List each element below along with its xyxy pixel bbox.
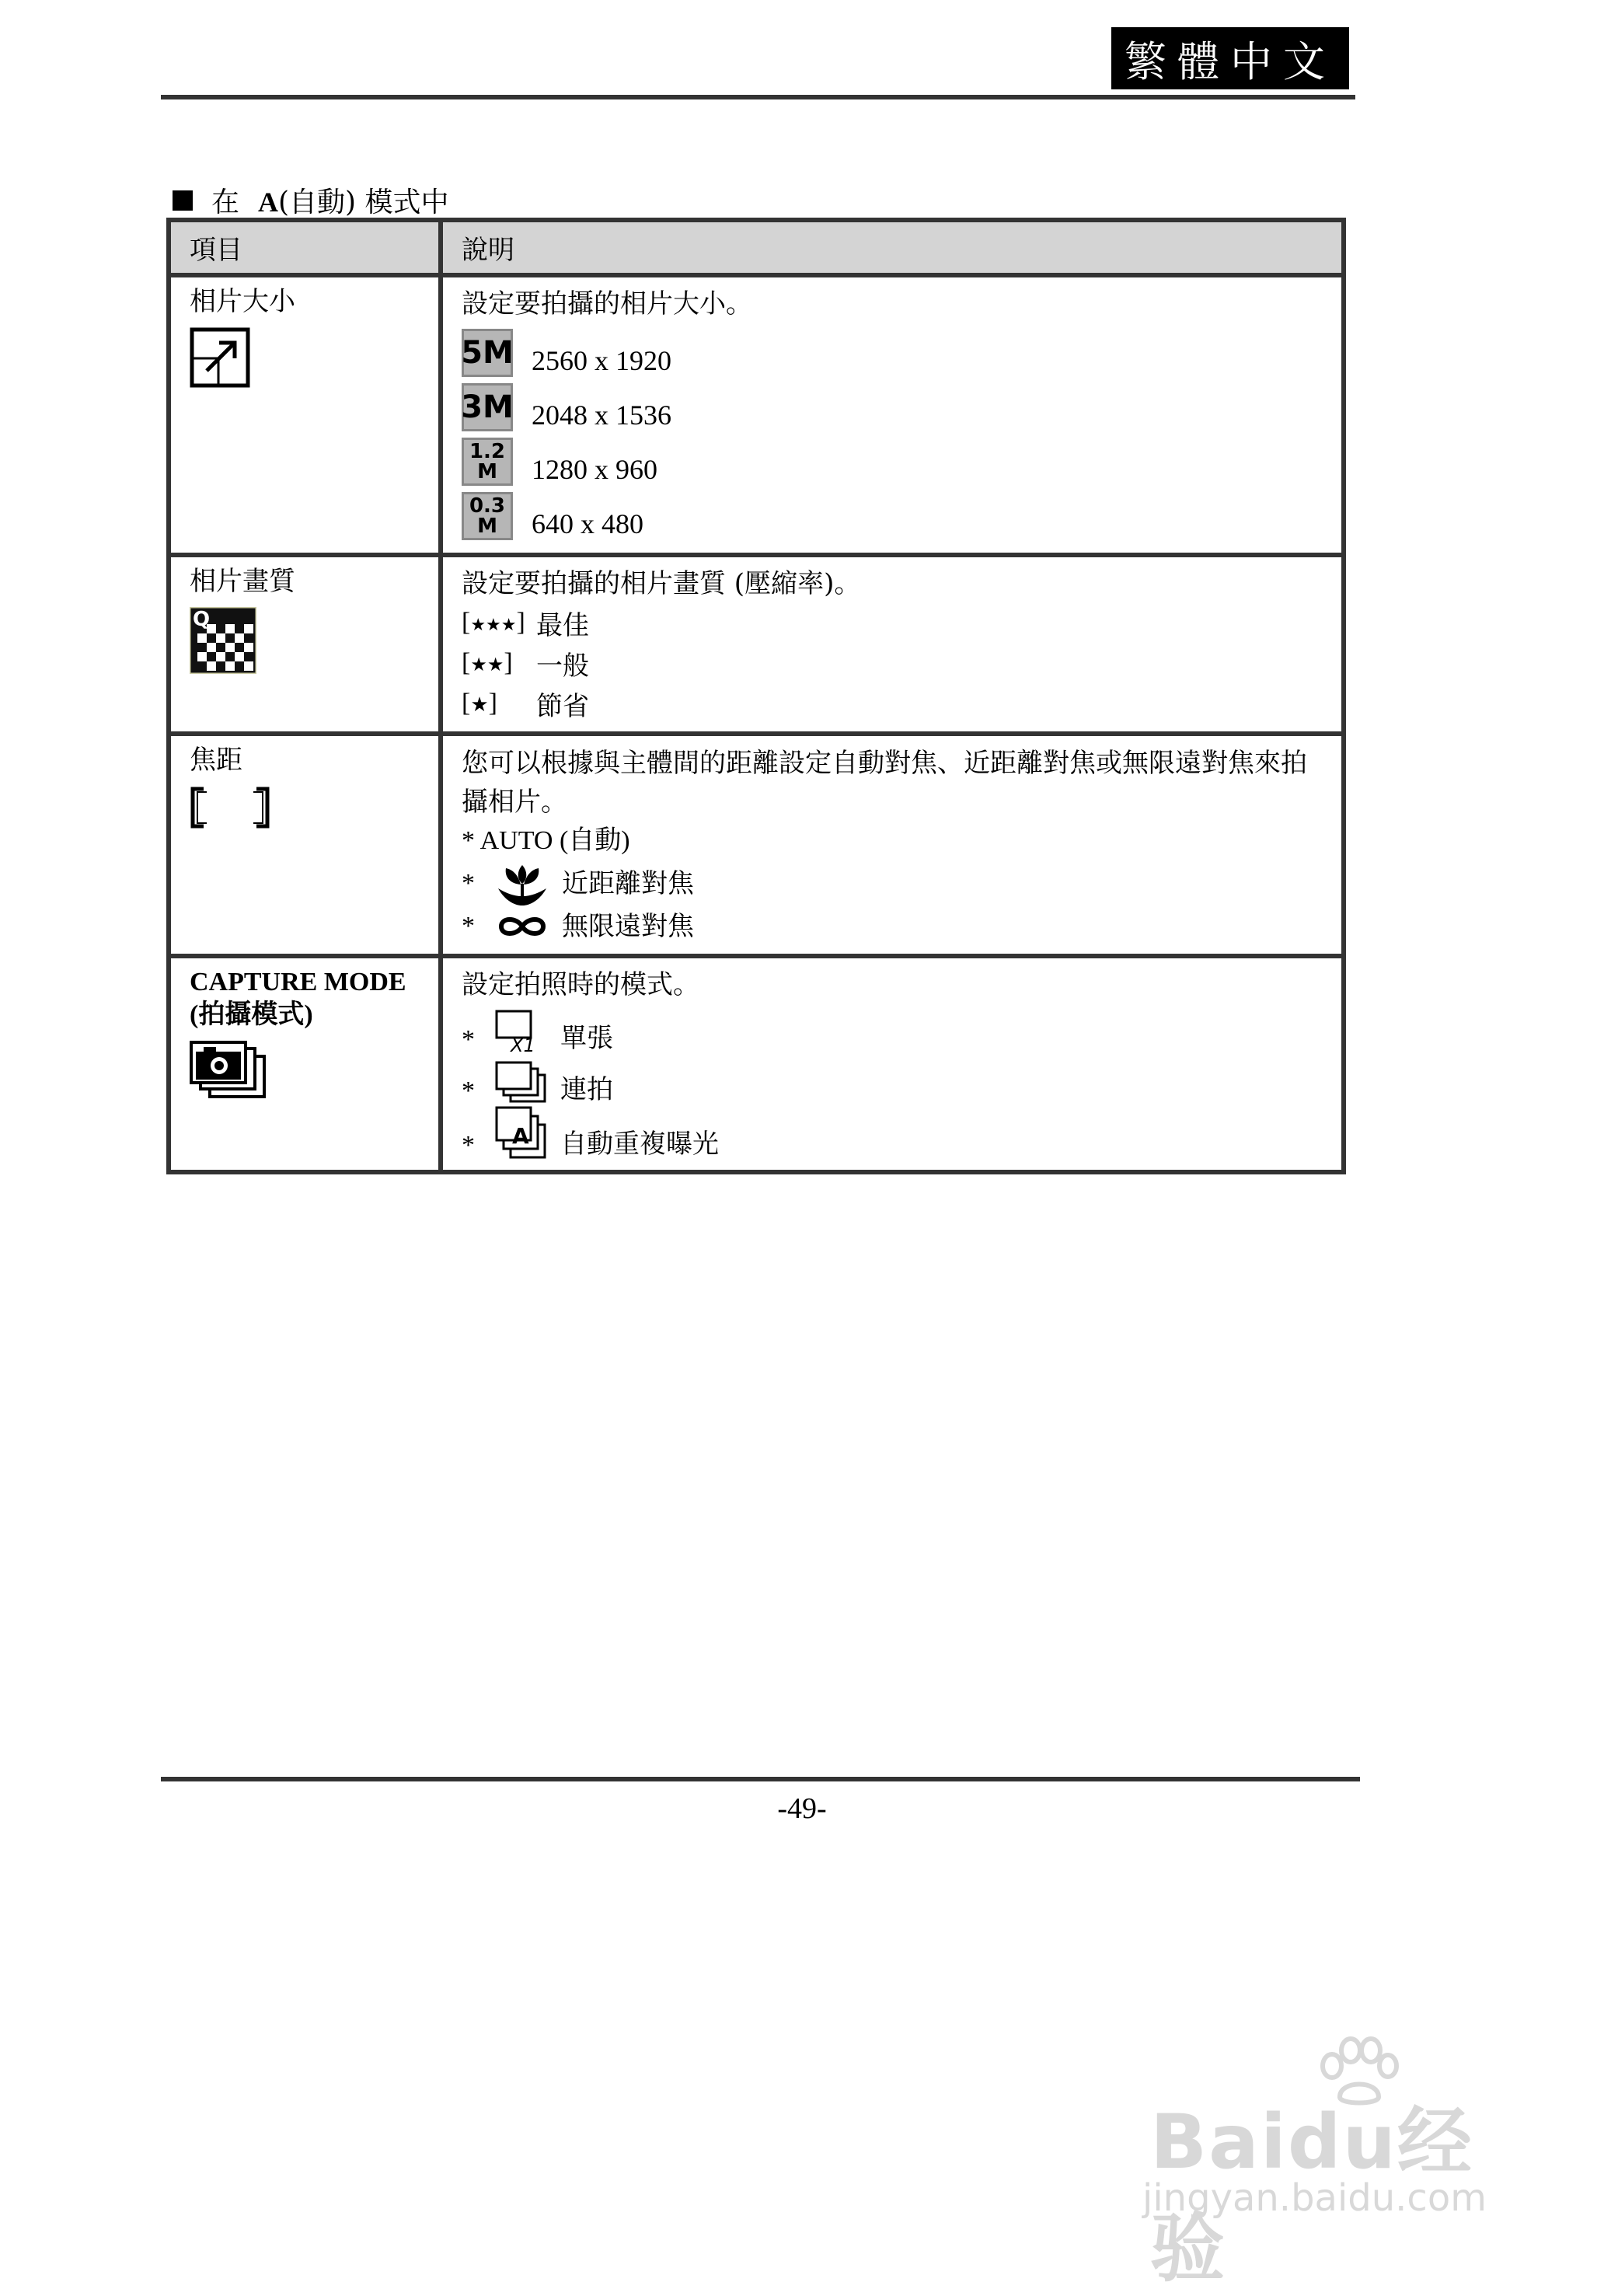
baidu-watermark [1135,2036,1539,2292]
watermark-site: jingyan.baidu.com [1142,2176,1487,2220]
size-1-2m-icon: 1.2 M [462,438,513,486]
focus-option: * 近距離對焦 [462,860,1323,907]
continuous-shot-icon [495,1061,548,1106]
capture-option-text: 連拍 [560,1074,613,1105]
item-sublabel-capture-mode: (拍攝模式) [190,1000,313,1029]
description-cell [441,734,1344,956]
settings-table [166,218,1346,1174]
black-square-icon [173,190,193,211]
svg-text:X1: X1 [511,1035,535,1055]
capture-option: * X1 單張 [462,1003,1323,1055]
quality-option [462,643,1323,683]
section-heading [173,180,449,220]
resolution-text: 2048 x 1536 [532,400,671,431]
item-cell [169,956,441,1172]
mode-letter: A [258,187,279,218]
table-row [169,275,1344,555]
svg-text:Q: Q [193,608,211,631]
page-number: -49- [777,1792,827,1825]
table-row [169,555,1344,734]
quality-option [462,602,1323,643]
table-row [169,956,1344,1172]
item-label-image-quality: 相片畫質 [190,566,295,597]
header-rule [161,95,1355,99]
focus-option-text: 近距離對焦 [562,868,694,899]
capture-option-text: 自動重複曝光 [560,1129,719,1160]
size-5m-icon: 5M [462,329,513,377]
resolution-text: 1280 x 960 [532,454,657,485]
resolution-option [462,377,1323,431]
item-cell [169,734,441,956]
section-prefix: 在 [211,187,240,218]
focus-option-text: 無限遠對焦 [562,911,694,942]
description-cell [441,555,1344,734]
table-header-row [169,220,1344,275]
description-cell [441,275,1344,555]
quality-text: 最佳 [536,609,589,641]
item-label-capture-mode: CAPTURE MODE [190,968,406,996]
quality-text: 一般 [536,650,589,682]
svg-text:A: A [512,1123,529,1149]
resolution-text: 2560 x 1920 [532,345,671,376]
focus-intro: 您可以根據與主體間的距離設定自動對焦、近距離對焦或無限遠對焦來拍攝相片。 [462,748,1307,818]
single-shot-icon [495,1010,548,1055]
focus-auto-option: * AUTO (自動) [462,826,630,855]
item-cell [169,555,441,734]
auto-bracketing-icon [495,1106,548,1160]
capture-option: * A 自動重複曝光 [462,1106,1323,1160]
quality-option [462,683,1323,724]
infinity-icon [495,912,549,940]
resize-icon [190,327,250,388]
macro-flower-icon [495,859,549,909]
footer-rule [161,1777,1360,1781]
item-label-focus: 焦距 [190,745,242,776]
mode-suffix: (自動) 模式中 [278,187,449,218]
resolution-text: 640 x 480 [532,508,643,539]
capture-option: * 連拍 [462,1055,1323,1106]
header-description: 說明 [441,220,1344,275]
camera-frames-icon [190,1041,267,1100]
item-label-image-size: 相片大小 [190,286,295,317]
description-cell [441,956,1344,1172]
image-size-intro: 設定要拍攝的相片大小。 [462,288,752,319]
star-icon: [★★] [462,648,513,677]
star-icon: [★] [462,689,497,717]
capture-option-text: 單張 [560,1023,613,1054]
size-3m-icon: 3M [462,383,513,431]
capture-mode-intro: 設定拍照時的模式。 [462,969,699,1000]
resolution-option [462,323,1323,377]
image-quality-intro: 設定要拍攝的相片畫質 (壓縮率)。 [462,568,861,599]
size-0-3m-icon: 0.3 M [462,492,513,540]
star-icon: [★★★] [462,608,525,637]
resolution-option [462,431,1323,486]
watermark-brand: Baidu经验 [1150,2099,1473,2292]
quality-checker-icon [190,607,256,674]
item-cell [169,275,441,555]
focus-option: * 無限遠對焦 [462,907,1323,946]
header-item: 項目 [169,220,441,275]
table-row [169,734,1344,956]
resolution-option [462,486,1323,540]
quality-text: 節省 [536,690,589,722]
focus-brackets-icon [190,786,270,829]
language-tab: 繁體中文 [1111,27,1349,89]
